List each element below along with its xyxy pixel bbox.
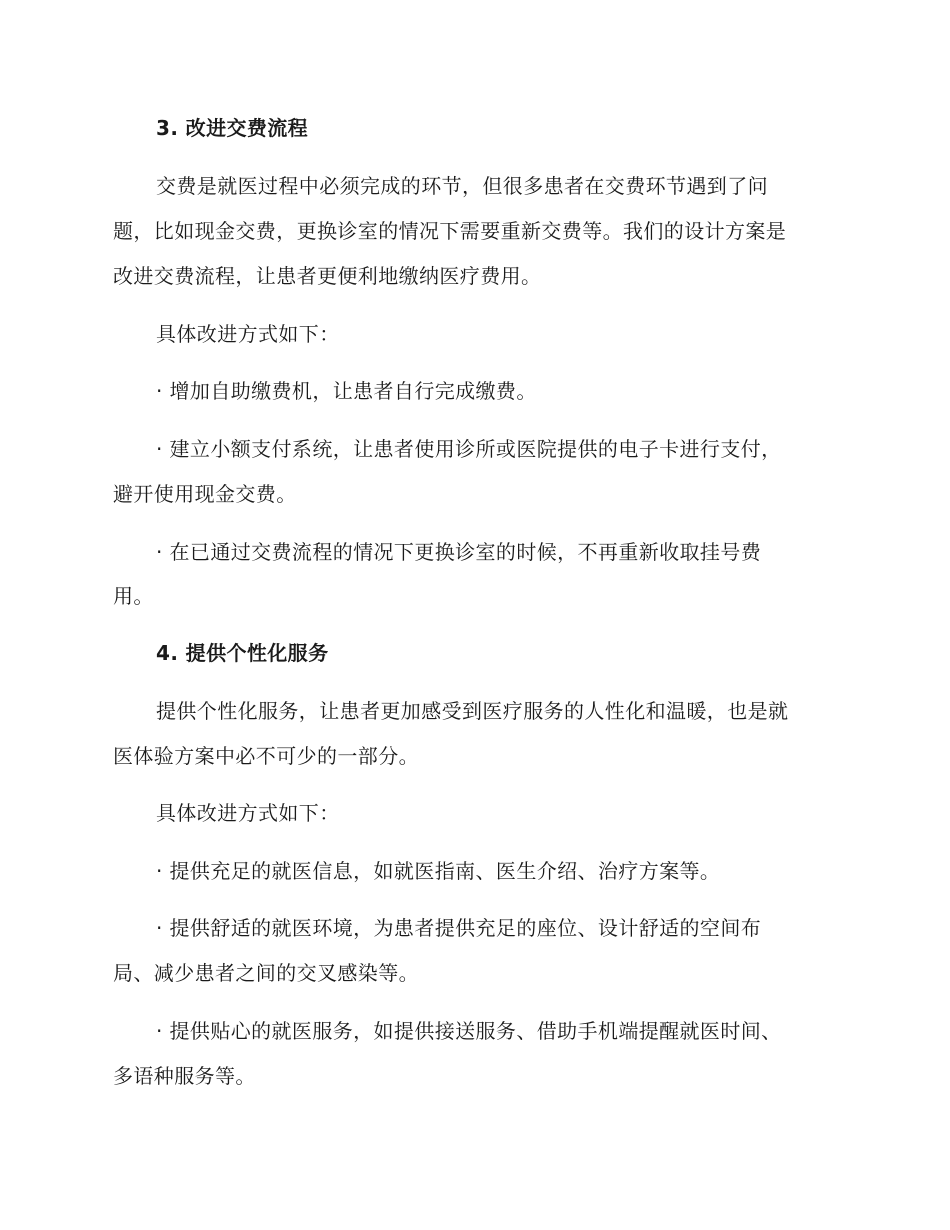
bullet-item-continuation: 多语种服务等。	[113, 1064, 256, 1088]
paragraph-line: 交费是就医过程中必须完成的环节，但很多患者在交费环节遇到了问	[156, 174, 768, 198]
methods-label: 具体改进方式如下：	[156, 801, 340, 825]
section-heading: 3. 改进交费流程	[156, 116, 309, 140]
bullet-item-continuation: 用。	[113, 584, 154, 608]
paragraph-line: 医体验方案中必不可少的一部分。	[113, 744, 419, 768]
bullet-item: · 提供贴心的就医服务，如提供接送服务、借助手机端提醒就医时间、	[156, 1019, 782, 1043]
section-heading: 4. 提供个性化服务	[156, 641, 329, 665]
bullet-item: · 在已通过交费流程的情况下更换诊室的时候，不再重新收取挂号费	[156, 540, 762, 564]
methods-label: 具体改进方式如下：	[156, 322, 340, 346]
bullet-item-continuation: 局、减少患者之间的交叉感染等。	[113, 961, 419, 985]
bullet-item: · 增加自助缴费机，让患者自行完成缴费。	[156, 379, 537, 403]
bullet-item: · 提供舒适的就医环境，为患者提供充足的座位、设计舒适的空间布	[156, 916, 762, 940]
paragraph-line: 提供个性化服务，让患者更加感受到医疗服务的人性化和温暖，也是就	[156, 699, 789, 723]
bullet-item-continuation: 避开使用现金交费。	[113, 482, 297, 506]
bullet-item: · 建立小额支付系统，让患者使用诊所或医院提供的电子卡进行支付，	[156, 437, 782, 461]
paragraph-line: 改进交费流程，让患者更便利地缴纳医疗费用。	[113, 264, 542, 288]
paragraph-line: 题，比如现金交费，更换诊室的情况下需要重新交费等。我们的设计方案是	[113, 219, 787, 243]
bullet-item: · 提供充足的就医信息，如就医指南、医生介绍、治疗方案等。	[156, 859, 721, 883]
